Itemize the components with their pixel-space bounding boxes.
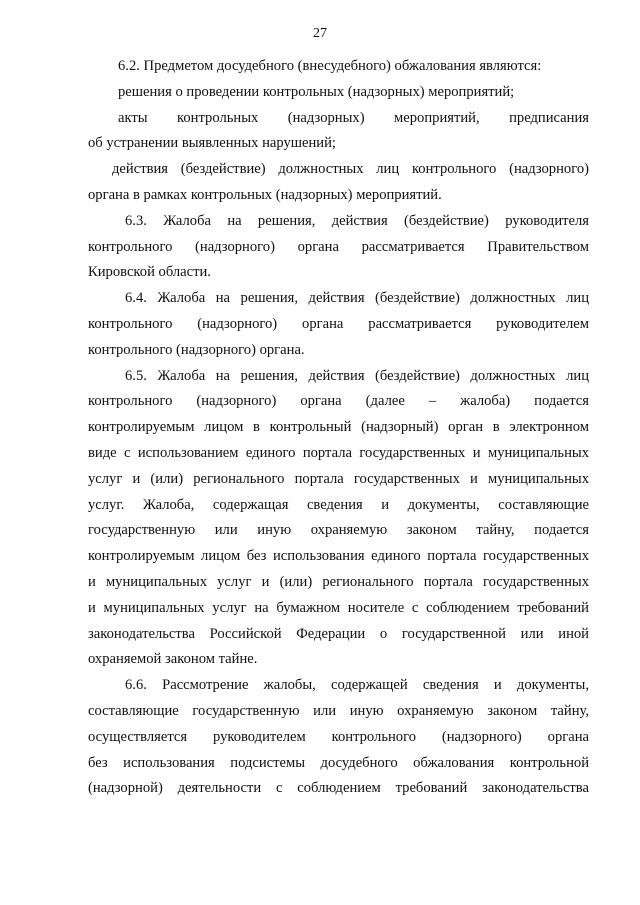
text-line: 6.5. Жалоба на решения, действия (бездействие) должностных лиц: [125, 367, 589, 384]
text-line: действия (бездействие) должностных лиц контрольного (надзорного): [112, 161, 589, 178]
text-line: составляющие государственную или иную охраняемую законом тайну,: [88, 702, 589, 719]
text-line: Кировской области.: [88, 264, 211, 281]
text-line: 6.3. Жалоба на решения, действия (бездействие) руководителя: [125, 212, 589, 229]
text-line: осуществляется руководителем контрольного (надзорного) органа: [88, 728, 589, 745]
text-line: 6.6. Рассмотрение жалобы, содержащей сведения и документы,: [125, 677, 589, 694]
text-line: государственную или иную охраняемую законом тайну, подается: [88, 522, 589, 539]
text-line: контрольного (надзорного) органа рассматривается Правительством: [88, 238, 589, 255]
text-line: контрольного (надзорного) органа рассматривается руководителем: [88, 315, 589, 332]
text-line: услуг и (или) регионального портала государственных и муниципальных: [88, 470, 589, 487]
text-line: виде с использованием единого портала государственных и муниципальных: [88, 444, 589, 461]
text-line: 6.4. Жалоба на решения, действия (бездействие) должностных лиц: [125, 290, 589, 307]
text-line: контрольного (надзорного) органа (далее – жалоба) подается: [88, 393, 589, 410]
text-line: и муниципальных услуг на бумажном носителе с соблюдением требований: [88, 599, 589, 616]
document-body: [88, 54, 589, 802]
text-line: 6.2. Предметом досудебного (внесудебного) обжалования являются:: [118, 58, 542, 74]
text-line: контролируемым лицом без использования единого портала государственных: [88, 548, 589, 565]
text-line: без использования подсистемы досудебного обжалования контрольной: [88, 754, 589, 771]
text-line: контрольного (надзорного) органа.: [88, 341, 305, 358]
text-line: решения о проведении контрольных (надзорных) мероприятий;: [118, 83, 515, 100]
text-line: органа в рамках контрольных (надзорных) мероприятий.: [88, 186, 442, 203]
text-line: контролируемым лицом в контрольный (надзорный) орган в электронном: [88, 419, 589, 436]
text-line: охраняемой законом тайне.: [88, 651, 258, 668]
text-line: акты контрольных (надзорных) мероприятий, предписания: [118, 109, 589, 126]
text-line: и муниципальных услуг и (или) регионального портала государственных: [88, 573, 589, 590]
text-line: (надзорной) деятельности с соблюдением требований законодательства: [88, 780, 589, 797]
text-line: услуг. Жалоба, содержащая сведения и документы, составляющие: [88, 496, 589, 513]
text-line: законодательства Российской Федерации о государственной или иной: [88, 625, 589, 642]
page-number: 27: [313, 26, 327, 41]
text-line: об устранении выявленных нарушений;: [88, 135, 336, 152]
